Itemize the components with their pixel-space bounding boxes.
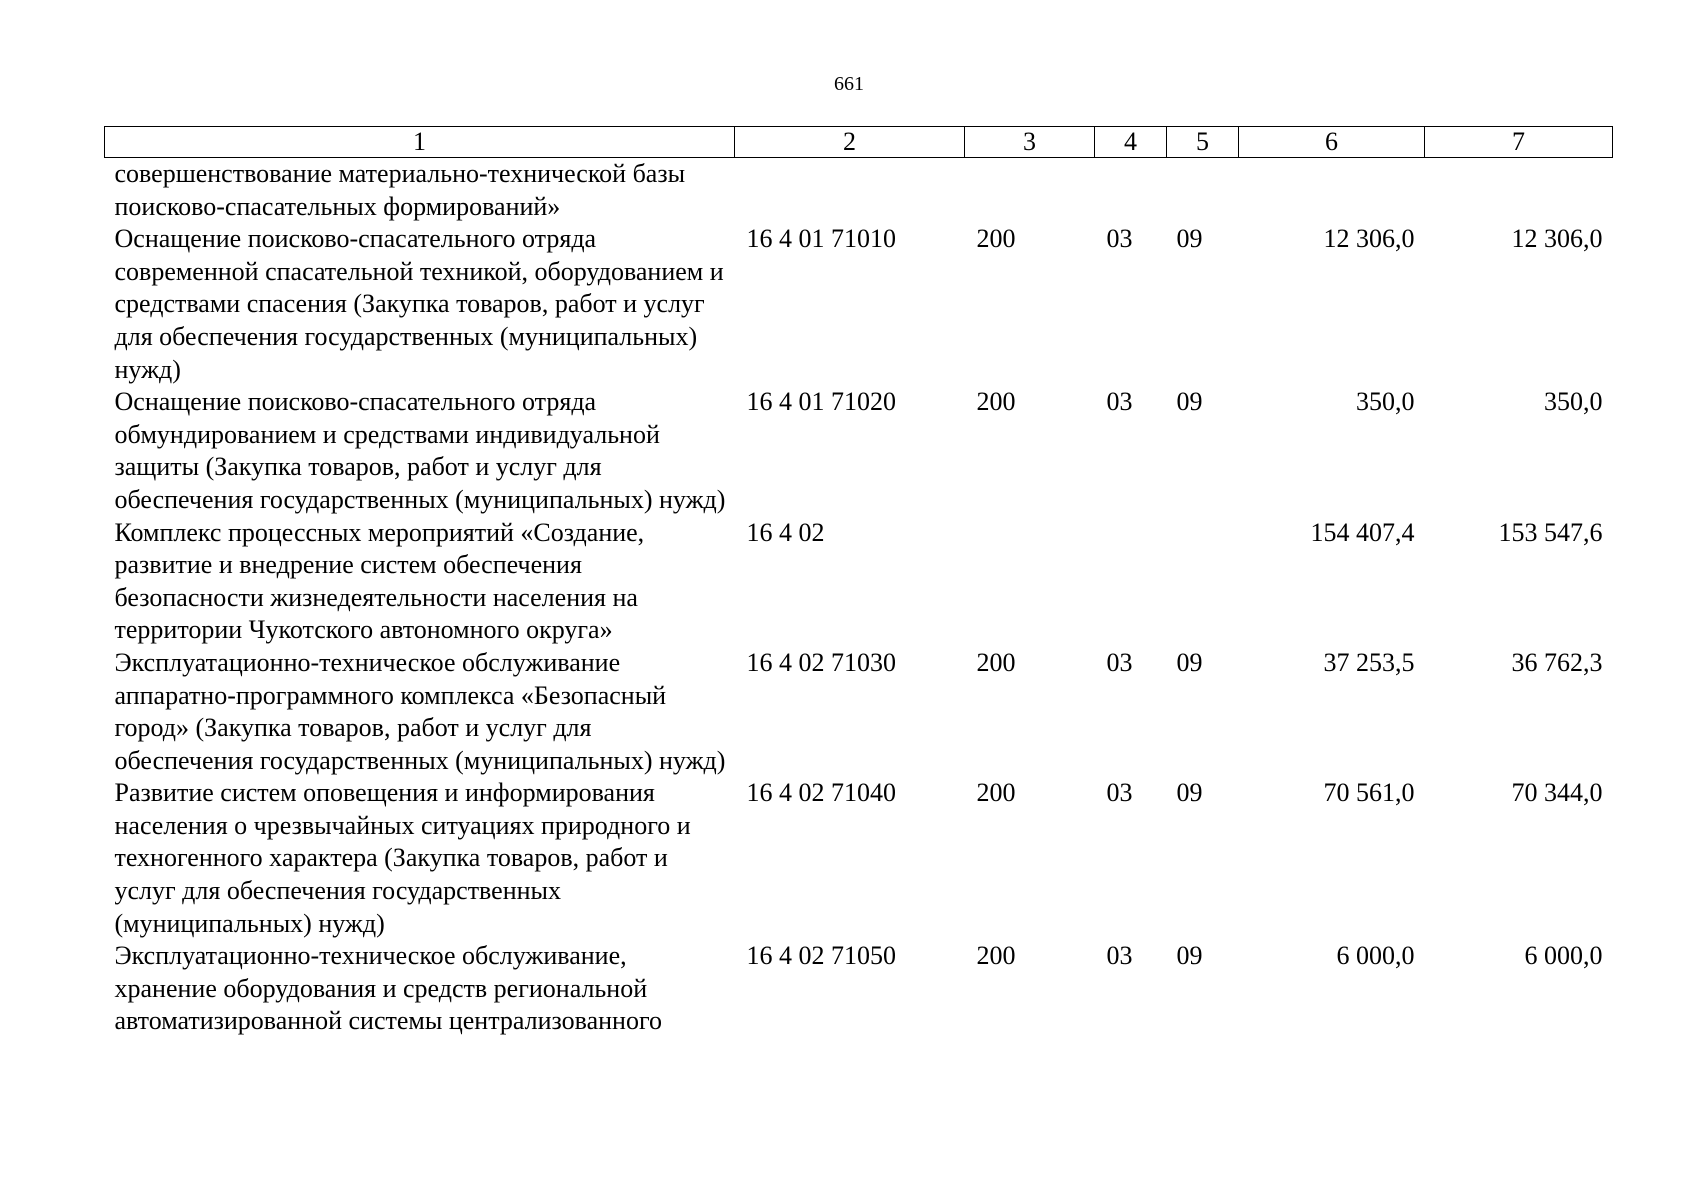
table-row [105,223,1613,386]
row-amount-col6: 6 000,0 [1336,941,1415,971]
row-amount-col6 [1239,158,1425,224]
row-name: Эксплуатационно-техническое обслуживание аппаратно-программного комплекса «Безопасный город» (Закупка товаров, работ и услуг для обеспечения государственных (муниципальных) нужд) [114,647,726,775]
row-amount-col6: 70 561,0 [1323,778,1415,808]
row-section: 03 [1106,387,1133,417]
table-header-row [105,127,1613,158]
row-target-code: 16 4 02 71050 [746,941,896,971]
table-row [105,777,1613,940]
row-subsection: 09 [1176,387,1203,417]
row-expense-type [965,517,1095,647]
column-header-1: 1 [105,127,735,158]
budget-table [104,126,1613,1038]
column-header-2: 2 [735,127,965,158]
row-expense-type: 200 [976,778,1016,808]
row-name: совершенствование материально-технической базы поисково-спасательных формирований» [114,159,686,221]
row-target-code: 16 4 01 71010 [746,224,896,254]
table-row [105,940,1613,1038]
row-subsection [1167,517,1239,647]
row-subsection: 09 [1176,224,1203,254]
row-subsection [1167,158,1239,224]
column-header-3: 3 [965,127,1095,158]
row-name: Комплекс процессных мероприятий «Создание, развитие и внедрение систем обеспечения безопасности жизнедеятельности населения на территории Чукотского автономного округа» [114,517,645,645]
row-amount-col6: 154 407,4 [1310,517,1415,547]
table-row [105,517,1613,647]
page-number: 661 [834,73,864,95]
row-target-code: 16 4 02 71040 [746,778,896,808]
row-amount-col6: 37 253,5 [1323,647,1415,677]
column-header-4: 4 [1095,127,1167,158]
row-amount-col7: 12 306,0 [1511,224,1603,254]
row-subsection: 09 [1176,778,1203,808]
table-row [105,158,1613,224]
row-subsection: 09 [1176,647,1203,677]
row-target-code [735,158,965,224]
row-amount-col6: 12 306,0 [1323,224,1415,254]
table-row [105,647,1613,777]
row-section [1095,158,1167,224]
row-amount-col6: 350,0 [1356,387,1415,417]
row-name: Оснащение поисково-спасательного отряда современной спасательной техникой, оборудованием и средствами спасения (Закупка товаров, работ и услуг для обеспечения государственных (муниципальных) нужд) [114,224,724,384]
column-header-5: 5 [1167,127,1239,158]
row-amount-col7: 70 344,0 [1511,778,1603,808]
row-amount-col7: 6 000,0 [1524,941,1603,971]
row-subsection: 09 [1176,941,1203,971]
column-header-7: 7 [1425,127,1613,158]
row-amount-col7 [1425,158,1613,224]
row-section: 03 [1106,778,1133,808]
column-header-6: 6 [1239,127,1425,158]
row-target-code: 16 4 02 71030 [746,647,896,677]
row-section: 03 [1106,224,1133,254]
table-row [105,386,1613,516]
row-expense-type: 200 [976,387,1016,417]
row-expense-type: 200 [976,647,1016,677]
row-amount-col7: 153 547,6 [1498,517,1603,547]
row-name: Оснащение поисково-спасательного отряда обмундированием и средствами индивидуальной защиты (Закупка товаров, работ и услуг для обеспечения государственных (муниципальных) нужд) [114,387,726,514]
row-target-code: 16 4 02 [746,517,825,547]
row-expense-type [965,158,1095,224]
row-section [1095,517,1167,647]
row-expense-type: 200 [976,224,1016,254]
row-amount-col7: 36 762,3 [1511,647,1603,677]
row-name: Развитие систем оповещения и информирования населения о чрезвычайных ситуациях природного и техногенного характера (Закупка товаров, работ и услуг для обеспечения государственных (муниципальных) нужд) [114,778,691,938]
row-section: 03 [1106,647,1133,677]
row-name: Эксплуатационно-техническое обслуживание, хранение оборудования и средств региональной автоматизированной системы централизованного [114,941,662,1036]
row-expense-type: 200 [976,941,1016,971]
row-section: 03 [1106,941,1133,971]
row-target-code: 16 4 01 71020 [746,387,896,417]
row-amount-col7: 350,0 [1544,387,1603,417]
